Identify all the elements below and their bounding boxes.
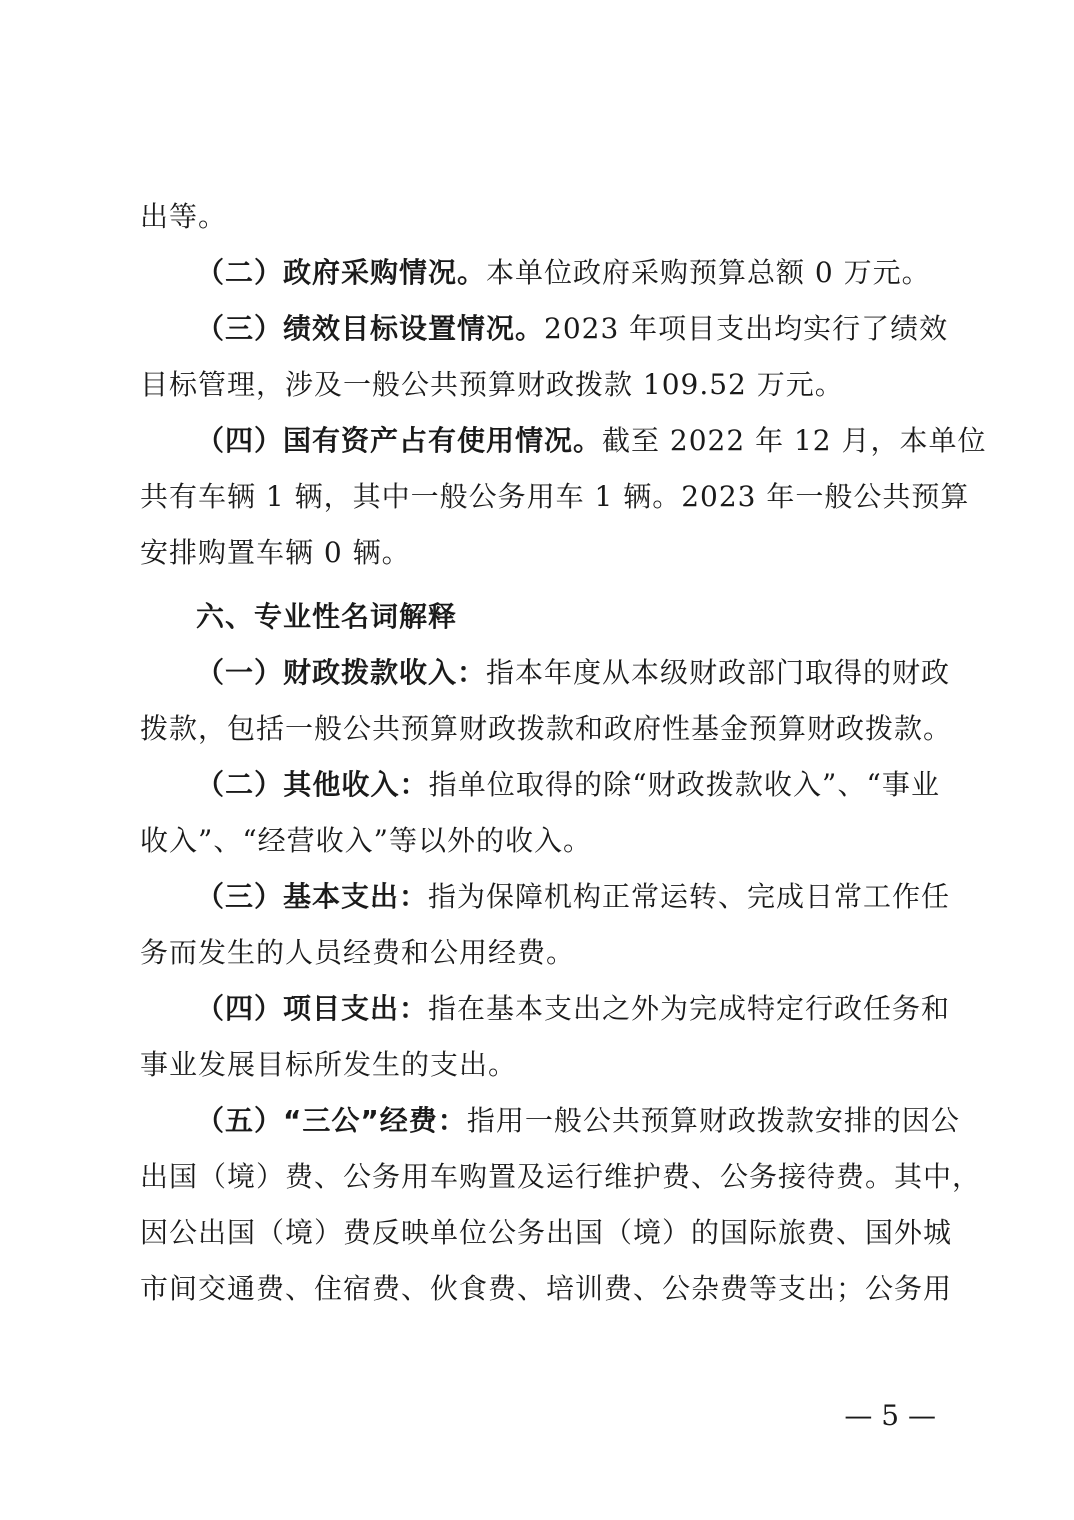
text-line [196,877,951,917]
paragraph-text: 事业发展目标所发生的支出。 [140,1048,518,1081]
text-line [140,1213,953,1253]
text-line [140,477,970,517]
term-label-three-public: （五）“三公”经费： [196,1104,467,1137]
paragraph-text: 2023 年项目支出均实行了绩效 [544,312,949,345]
text-line [140,197,940,237]
paragraph-text: 因公出国（境）费反映单位公务出国（境）的国际旅费、国外城 [140,1216,953,1249]
paragraph-text: 目标管理，涉及一般公共预算财政拨款 109.52 万元。 [140,368,844,401]
paragraph-text: 指用一般公共预算财政拨款安排的因公 [466,1104,960,1137]
section-heading [196,597,940,637]
paragraph-text: 本单位政府采购预算总额 0 万元。 [486,256,931,289]
section-label-performance: （三）绩效目标设置情况。 [196,312,545,345]
paragraph-text: 出国（境）费、公务用车购置及运行维护费、公务接待费。其中， [140,1160,982,1193]
text-line [140,821,940,861]
text-line [196,421,987,461]
text-line [140,1269,953,1309]
text-line [196,253,940,293]
section-label-procurement: （二）政府采购情况。 [196,256,487,289]
paragraph-text: 指在基本支出之外为完成特定行政任务和 [428,992,951,1025]
section-label-assets: （四）国有资产占有使用情况。 [196,424,603,457]
text-line [140,1045,940,1085]
paragraph-text: 指单位取得的除“财政拨款收入”、“事业 [428,768,940,801]
text-line [196,765,940,805]
text-line [196,1101,960,1141]
paragraph-text: 收入”、“经营收入”等以外的收入。 [140,824,592,857]
text-line [140,709,953,749]
text-line [196,309,949,349]
term-label-project-expenditure: （四）项目支出： [196,992,429,1025]
text-line [140,533,940,573]
paragraph-text: 务而发生的人员经费和公用经费。 [140,936,576,969]
paragraph-text: 市间交通费、住宿费、伙食费、培训费、公杂费等支出；公务用 [140,1272,953,1305]
text-line [140,933,940,973]
paragraph-text: 指本年度从本级财政部门取得的财政 [486,656,951,689]
page-number: — 5 — [844,1399,936,1432]
paragraph-text: 指为保障机构正常运转、完成日常工作任 [428,880,951,913]
paragraph-text: 安排购置车辆 0 辆。 [140,536,411,569]
paragraph-text: 出等。 [140,200,228,233]
text-line [196,989,951,1029]
term-label-other-income: （二）其他收入： [196,768,429,801]
paragraph-text: 截至 2022 年 12 月，本单位 [602,424,987,457]
term-label-fiscal-income: （一）财政拨款收入： [196,656,487,689]
heading-text: 六、专业性名词解释 [196,600,458,633]
text-line [140,365,940,405]
term-label-basic-expenditure: （三）基本支出： [196,880,429,913]
text-line [140,1157,982,1197]
paragraph-text: 拨款，包括一般公共预算财政拨款和政府性基金预算财政拨款。 [140,712,953,745]
text-line [196,653,951,693]
paragraph-text: 共有车辆 1 辆，其中一般公务用车 1 辆。2023 年一般公共预算 [140,480,970,513]
